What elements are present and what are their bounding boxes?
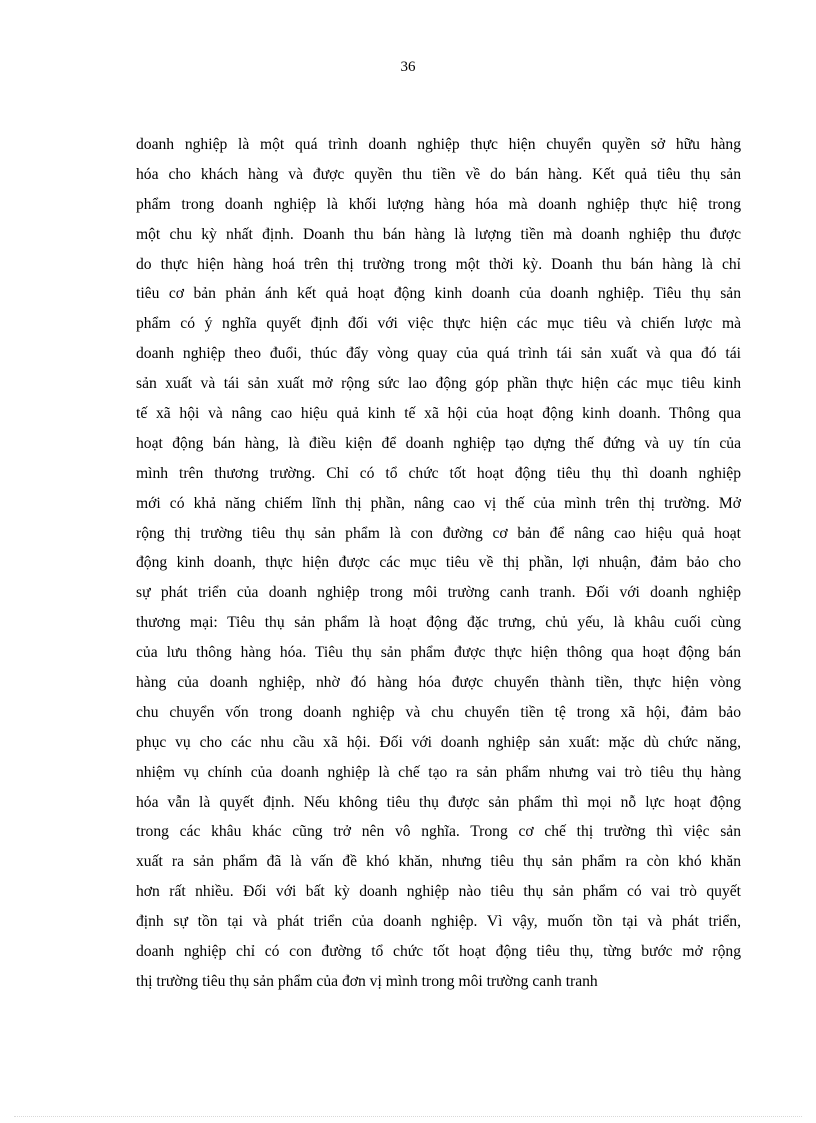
paragraph-line: mình trên thương trường. Chỉ có tổ chức tốt hoạt động tiêu thụ thì doanh nghiệp [136, 464, 741, 482]
paragraph-line: động kinh doanh, thực hiện được các mục tiêu về thị phần, lợi nhuận, đảm bảo cho [136, 554, 741, 572]
paragraph-line: một chu kỳ nhất định. Doanh thu bán hàng là lượng tiền mà doanh nghiệp thu được [136, 225, 741, 243]
paragraph-line: sản xuất và tái sản xuất mở rộng sức lao động góp phần thực hiện các mục tiêu kinh [136, 375, 741, 393]
paragraph-line: định sự tồn tại và phát triển của doanh nghiệp. Vì vậy, muốn tồn tại và phát triển, [136, 913, 741, 931]
paragraph-line: hàng của doanh nghiệp, nhờ đó hàng hóa được chuyển thành tiền, thực hiện vòng [136, 674, 741, 692]
paragraph-line: hóa cho khách hàng và được quyền thu tiền về do bán hàng. Kết quả tiêu thụ sản [136, 165, 741, 183]
page-bottom-dotted-rule [14, 1116, 802, 1117]
paragraph-line: mới có khả năng chiếm lĩnh thị phần, nâng cao vị thế của mình trên thị trường. Mở [136, 494, 741, 512]
paragraph-line: xuất ra sản phẩm đã là vấn đề khó khăn, nhưng tiêu thụ sản phẩm ra còn khó khăn [136, 853, 741, 871]
paragraph-line: sự phát triển của doanh nghiệp trong môi trường canh tranh. Đối với doanh nghiệp [136, 584, 741, 602]
paragraph-line: hơn rất nhiều. Đối với bất kỳ doanh nghiệp nào tiêu thụ sản phẩm có vai trò quyết [136, 883, 741, 901]
paragraph-line: tế xã hội và nâng cao hiệu quả kinh tế xã hội của hoạt động kinh doanh. Thông qua [136, 405, 741, 423]
paragraph-line: hoạt động bán hàng, là điều kiện để doanh nghiệp tạo dựng thế đứng và uy tín của [136, 434, 741, 452]
paragraph-line: của lưu thông hàng hóa. Tiêu thụ sản phẩm được thực hiện thông qua hoạt động bán [136, 644, 741, 662]
paragraph-line: hóa vẫn là quyết định. Nếu không tiêu thụ được sản phẩm thì mọi nỗ lực hoạt động [136, 793, 741, 811]
page-number: 36 [400, 59, 416, 75]
paragraph-line: phẩm trong doanh nghiệp là khối lượng hàng hóa mà doanh nghiệp thực hiệ trong [136, 195, 741, 213]
paragraph-line: nhiệm vụ chính của doanh nghiệp là chế tạo ra sản phẩm nhưng vai trò tiêu thụ hàng [136, 763, 741, 781]
paragraph-line: doanh nghiệp là một quá trình doanh nghiệp thực hiện chuyển quyền sở hữu hàng [136, 136, 741, 153]
paragraph-line: phẩm có ý nghĩa quyết định đối với việc thực hiện các mục tiêu và chiến lược mà [136, 315, 741, 333]
paragraph-line: trong các khâu khác cũng trở nên vô nghĩa. Trong cơ chế thị trường thì việc sản [136, 823, 741, 841]
paragraph-line: rộng thị trường tiêu thụ sản phẩm là con đường cơ bản để nâng cao hiệu quả hoạt [136, 524, 741, 542]
paragraph-line: chu chuyển vốn trong doanh nghiệp và chu chuyển tiền tệ trong xã hội, đảm bảo [136, 703, 741, 721]
paragraph-line: do thực hiện hàng hoá trên thị trường trong một thời kỳ. Doanh thu bán hàng là chỉ [136, 255, 741, 273]
paragraph-line: doanh nghiệp chỉ có con đường tổ chức tốt hoạt động tiêu thụ, từng bước mở rộng [136, 943, 741, 961]
paragraph-line: doanh nghiệp theo đuổi, thúc đẩy vòng quay của quá trình tái sản xuất và qua đó tái [136, 345, 741, 363]
paragraph-line: thương mại: Tiêu thụ sản phẩm là hoạt động đặc trưng, chủ yếu, là khâu cuối cùng [136, 614, 741, 632]
paragraph-line: tiêu cơ bản phản ánh kết quả hoạt động kinh doanh của doanh nghiệp. Tiêu thụ sản [136, 285, 741, 303]
body-paragraph [136, 130, 741, 997]
paragraph-last-line: thị trường tiêu thụ sản phẩm của đơn vị mình trong môi trường canh tranh [136, 972, 598, 990]
paragraph-line: phục vụ cho các nhu cầu xã hội. Đối với doanh nghiệp sản xuất: mặc dù chức năng, [136, 733, 741, 751]
